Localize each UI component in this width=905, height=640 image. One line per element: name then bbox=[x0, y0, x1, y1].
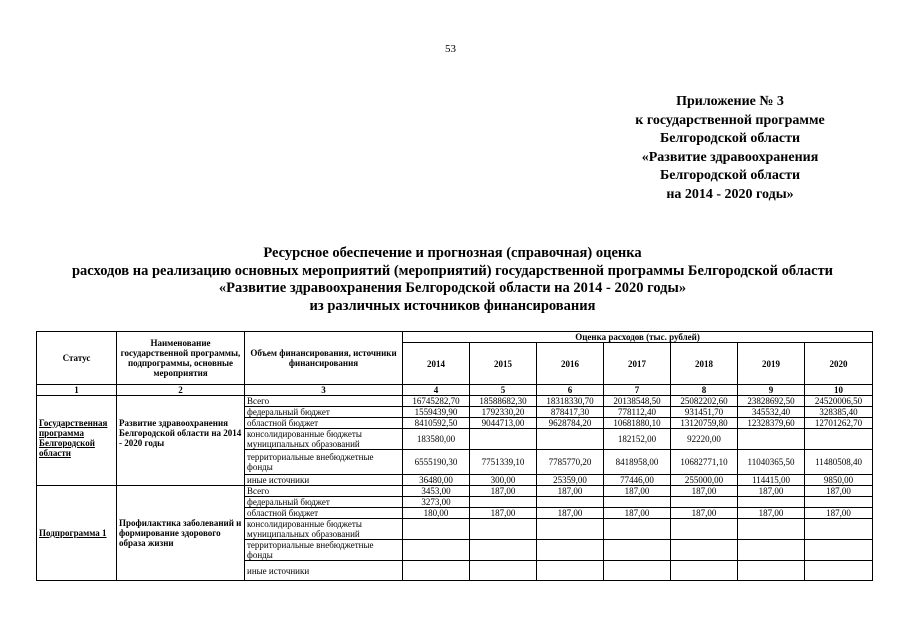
value-cell bbox=[604, 540, 671, 561]
value-cell: 10682771,10 bbox=[671, 450, 738, 475]
value-cell: 255000,00 bbox=[671, 475, 738, 486]
value-cell: 187,00 bbox=[537, 486, 604, 497]
value-cell bbox=[403, 540, 470, 561]
column-number: 1 bbox=[37, 385, 117, 396]
value-cell: 10681880,10 bbox=[604, 418, 671, 429]
value-cell: 187,00 bbox=[604, 486, 671, 497]
value-cell bbox=[604, 519, 671, 540]
appendix-header bbox=[590, 93, 870, 204]
column-number: 9 bbox=[738, 385, 805, 396]
value-cell: 11480508,40 bbox=[805, 450, 873, 475]
value-cell: 11040365,50 bbox=[738, 450, 805, 475]
value-cell bbox=[604, 561, 671, 581]
funding-table bbox=[36, 331, 873, 581]
value-cell: 187,00 bbox=[671, 508, 738, 519]
value-cell: 18318330,70 bbox=[537, 396, 604, 407]
value-cell bbox=[805, 497, 873, 508]
header-status: Статус bbox=[37, 332, 117, 385]
header-year: 2018 bbox=[671, 343, 738, 385]
value-cell bbox=[738, 497, 805, 508]
column-number: 2 bbox=[117, 385, 245, 396]
value-cell: 8410592,50 bbox=[403, 418, 470, 429]
value-cell: 328385,40 bbox=[805, 407, 873, 418]
value-cell bbox=[537, 497, 604, 508]
appendix-line: Белгородской области bbox=[659, 131, 801, 146]
value-cell bbox=[738, 561, 805, 581]
value-cell: 187,00 bbox=[738, 486, 805, 497]
value-cell: 7785770,20 bbox=[537, 450, 604, 475]
value-cell: 187,00 bbox=[738, 508, 805, 519]
title-line: Ресурсное обеспечение и прогнозная (справочная) оценка bbox=[263, 245, 642, 261]
value-cell: 931451,70 bbox=[671, 407, 738, 418]
value-cell bbox=[470, 429, 537, 450]
value-cell: 23828692,50 bbox=[738, 396, 805, 407]
value-cell bbox=[470, 497, 537, 508]
funding-source-cell: иные источники bbox=[245, 561, 403, 581]
header-estimate: Оценка расходов (тыс. рублей) bbox=[403, 332, 873, 343]
page-number: 53 bbox=[445, 43, 456, 55]
header-year: 2019 bbox=[738, 343, 805, 385]
appendix-line: Белгородской области bbox=[659, 168, 801, 183]
value-cell: 778112,40 bbox=[604, 407, 671, 418]
value-cell: 92220,00 bbox=[671, 429, 738, 450]
value-cell: 12328379,60 bbox=[738, 418, 805, 429]
value-cell bbox=[738, 540, 805, 561]
value-cell bbox=[671, 519, 738, 540]
column-number: 4 bbox=[403, 385, 470, 396]
status-cell: Подпрограмма 1 bbox=[37, 486, 117, 581]
document-title bbox=[20, 245, 885, 315]
funding-source-cell: консолидированные бюджеты муниципальных образований bbox=[245, 429, 403, 450]
funding-source-cell: территориальные внебюджетные фонды bbox=[245, 450, 403, 475]
value-cell: 187,00 bbox=[537, 508, 604, 519]
header-year: 2014 bbox=[403, 343, 470, 385]
value-cell bbox=[537, 519, 604, 540]
funding-source-cell: областной бюджет bbox=[245, 418, 403, 429]
value-cell: 187,00 bbox=[805, 508, 873, 519]
value-cell: 6555190,30 bbox=[403, 450, 470, 475]
column-number: 8 bbox=[671, 385, 738, 396]
value-cell: 187,00 bbox=[470, 508, 537, 519]
value-cell bbox=[805, 519, 873, 540]
value-cell: 16745282,70 bbox=[403, 396, 470, 407]
table-row bbox=[37, 396, 873, 407]
value-cell: 3273,00 bbox=[403, 497, 470, 508]
title-line: «Развитие здравоохранения Белгородской области на 2014 - 2020 годы» bbox=[218, 280, 687, 296]
value-cell bbox=[403, 519, 470, 540]
value-cell bbox=[738, 519, 805, 540]
value-cell bbox=[537, 540, 604, 561]
value-cell: 187,00 bbox=[604, 508, 671, 519]
value-cell: 12701262,70 bbox=[805, 418, 873, 429]
value-cell bbox=[671, 497, 738, 508]
title-line: из различных источников финансирования bbox=[309, 297, 596, 314]
value-cell bbox=[805, 429, 873, 450]
column-number: 10 bbox=[805, 385, 873, 396]
column-number: 5 bbox=[470, 385, 537, 396]
column-number: 6 bbox=[537, 385, 604, 396]
appendix-line: «Развитие здравоохранения bbox=[641, 149, 819, 165]
value-cell: 25082202,60 bbox=[671, 396, 738, 407]
value-cell: 9850,00 bbox=[805, 475, 873, 486]
header-year: 2016 bbox=[537, 343, 604, 385]
value-cell: 9628784,20 bbox=[537, 418, 604, 429]
column-number: 3 bbox=[245, 385, 403, 396]
value-cell: 25359,00 bbox=[537, 475, 604, 486]
value-cell bbox=[738, 429, 805, 450]
funding-source-cell: федеральный бюджет bbox=[245, 407, 403, 418]
funding-source-cell: иные источники bbox=[245, 475, 403, 486]
value-cell bbox=[604, 497, 671, 508]
value-cell bbox=[537, 561, 604, 581]
value-cell bbox=[470, 519, 537, 540]
value-cell bbox=[671, 561, 738, 581]
value-cell: 1559439,90 bbox=[403, 407, 470, 418]
table-row bbox=[37, 486, 873, 497]
funding-source-cell: консолидированные бюджеты муниципальных образований bbox=[245, 519, 403, 540]
value-cell bbox=[403, 561, 470, 581]
value-cell: 182152,00 bbox=[604, 429, 671, 450]
value-cell: 7751339,10 bbox=[470, 450, 537, 475]
value-cell bbox=[671, 540, 738, 561]
appendix-line: к государственной программе bbox=[635, 112, 825, 128]
funding-source-cell: федеральный бюджет bbox=[245, 497, 403, 508]
value-cell: 300,00 bbox=[470, 475, 537, 486]
funding-source-cell: Всего bbox=[245, 486, 403, 497]
value-cell: 187,00 bbox=[671, 486, 738, 497]
column-number: 7 bbox=[604, 385, 671, 396]
header-year: 2017 bbox=[604, 343, 671, 385]
value-cell bbox=[805, 561, 873, 581]
value-cell: 1792330,20 bbox=[470, 407, 537, 418]
value-cell: 9044713,00 bbox=[470, 418, 537, 429]
header-year: 2020 bbox=[805, 343, 873, 385]
title-line: расходов на реализацию основных мероприятий (мероприятий) государственной программы Белгородской области bbox=[71, 262, 834, 279]
value-cell: 187,00 bbox=[805, 486, 873, 497]
appendix-line: на 2014 - 2020 годы» bbox=[666, 186, 794, 202]
appendix-line: Приложение № 3 bbox=[676, 94, 784, 109]
value-cell: 36480,00 bbox=[403, 475, 470, 486]
value-cell bbox=[537, 429, 604, 450]
value-cell bbox=[470, 561, 537, 581]
value-cell: 8418958,00 bbox=[604, 450, 671, 475]
header-volume: Объем финансирования, источники финансирования bbox=[245, 332, 403, 385]
value-cell bbox=[470, 540, 537, 561]
value-cell: 114415,00 bbox=[738, 475, 805, 486]
value-cell: 18588682,30 bbox=[470, 396, 537, 407]
value-cell: 345532,40 bbox=[738, 407, 805, 418]
header-name: Наименование государственной программы, подпрограммы, основные мероприятия bbox=[117, 332, 245, 385]
status-cell: Государственная программа Белгородской области bbox=[37, 396, 117, 486]
header-year: 2015 bbox=[470, 343, 537, 385]
value-cell: 20138548,50 bbox=[604, 396, 671, 407]
value-cell: 878417,30 bbox=[537, 407, 604, 418]
funding-source-cell: территориальные внебюджетные фонды bbox=[245, 540, 403, 561]
value-cell: 24520006,50 bbox=[805, 396, 873, 407]
value-cell bbox=[805, 540, 873, 561]
value-cell: 183580,00 bbox=[403, 429, 470, 450]
funding-source-cell: областной бюджет bbox=[245, 508, 403, 519]
program-name-cell: Развитие здравоохранения Белгородской области на 2014 - 2020 годы bbox=[117, 396, 245, 486]
value-cell: 77446,00 bbox=[604, 475, 671, 486]
value-cell: 180,00 bbox=[403, 508, 470, 519]
funding-source-cell: Всего bbox=[245, 396, 403, 407]
value-cell: 187,00 bbox=[470, 486, 537, 497]
value-cell: 3453,00 bbox=[403, 486, 470, 497]
value-cell: 13120759,80 bbox=[671, 418, 738, 429]
program-name-cell: Профилактика заболеваний и формирование здорового образа жизни bbox=[117, 486, 245, 581]
